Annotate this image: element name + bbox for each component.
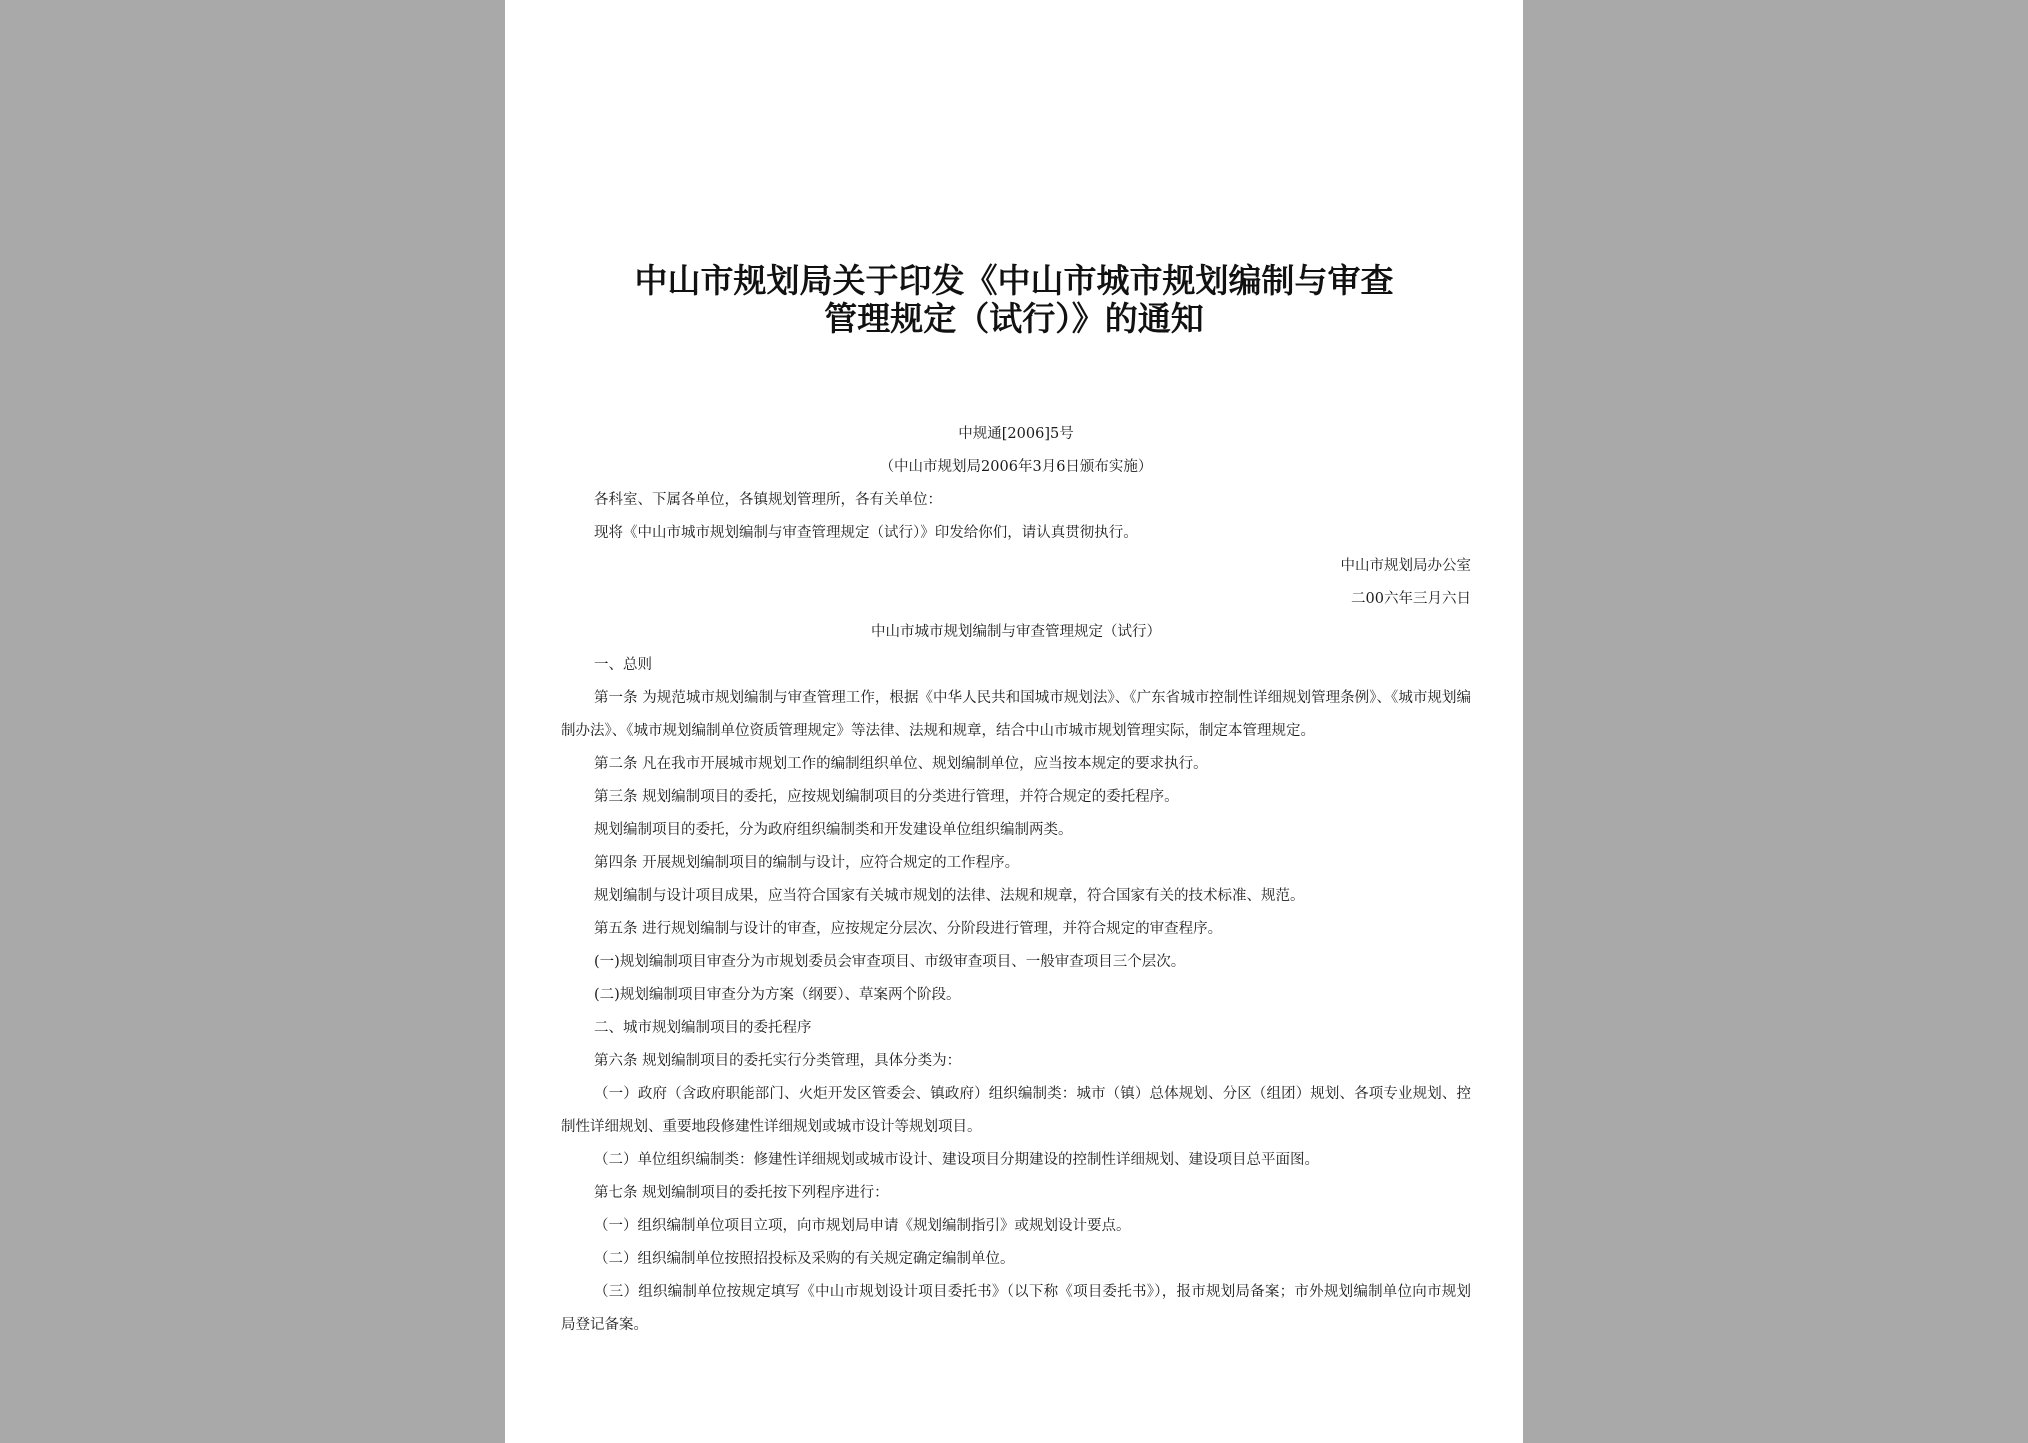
article-3-detail: 规划编制项目的委托，分为政府组织编制类和开发建设单位组织编制两类。	[594, 822, 1073, 838]
article-5-item-1: (一)规划编制项目审查分为市规划委员会审查项目、市级审查项目、一般审查项目三个层次。	[594, 954, 1186, 970]
signature-date: 二00六年三月六日	[1351, 591, 1471, 607]
sub-title: 中山市城市规划编制与审查管理规定（试行）	[871, 624, 1161, 640]
article-7: 第七条 规划编制项目的委托按下列程序进行：	[594, 1185, 889, 1201]
article-7-item-1: （一）组织编制单位项目立项，向市规划局申请《规划编制指引》或规划设计要点。	[594, 1218, 1131, 1234]
article-3: 第三条 规划编制项目的委托，应按规划编制项目的分类进行管理，并符合规定的委托程序。	[594, 789, 1179, 805]
title-line-2: 管理规定（试行）》的通知	[824, 299, 1204, 338]
article-5-item-2: (二)规划编制项目审查分为方案（纲要）、草案两个阶段。	[594, 987, 961, 1003]
signature-org: 中山市规划局办公室	[1340, 558, 1471, 574]
intro-paragraph: 现将《中山市城市规划编制与审查管理规定（试行）》印发给你们，请认真贯彻执行。	[594, 525, 1138, 541]
document-page	[505, 0, 1523, 1443]
article-7-item-3: （三）组织编制单位按规定填写《中山市规划设计项目委托书》（以下称《项目委托书》），报市规划局备案；市外规划编制单位向市规划局登记备案。	[561, 1284, 1471, 1333]
article-4: 第四条 开展规划编制项目的编制与设计，应符合规定的工作程序。	[594, 855, 1020, 871]
article-1: 第一条 为规范城市规划编制与审查管理工作，根据《中华人民共和国城市规划法》、《广东省城市控制性详细规划管理条例》、《城市规划编制办法》、《城市规划编制单位资质管理规定》等法律、法规和规章，结合中山市城市规划管理实际，制定本管理规定。	[561, 690, 1471, 739]
article-6-item-2: （二）单位组织编制类：修建性详细规划或城市设计、建设项目分期建设的控制性详细规划、建设项目总平面图。	[594, 1152, 1319, 1168]
article-4-detail: 规划编制与设计项目成果，应当符合国家有关城市规划的法律、法规和规章，符合国家有关的技术标准、规范。	[594, 888, 1305, 904]
issue-note: （中山市规划局2006年3月6日颁布实施）	[879, 459, 1153, 475]
article-6-item-1: （一）政府（含政府职能部门、火炬开发区管委会、镇政府）组织编制类：城市（镇）总体规划、分区（组团）规划、各项专业规划、控制性详细规划、重要地段修建性详细规划或城市设计等规划项目。	[561, 1086, 1471, 1135]
doc-number: 中规通[2006]5号	[958, 426, 1074, 442]
section-heading-1: 一、总则	[594, 657, 652, 673]
title-line-1: 中山市规划局关于印发《中山市城市规划编制与审查	[634, 261, 1394, 300]
article-2: 第二条 凡在我市开展城市规划工作的编制组织单位、规划编制单位，应当按本规定的要求执行。	[594, 756, 1208, 772]
article-5: 第五条 进行规划编制与设计的审查，应按规定分层次、分阶段进行管理，并符合规定的审查程序。	[594, 921, 1223, 937]
document-title	[505, 262, 1523, 338]
section-heading-2: 二、城市规划编制项目的委托程序	[594, 1020, 812, 1036]
article-6: 第六条 规划编制项目的委托实行分类管理，具体分类为：	[594, 1053, 962, 1069]
recipients: 各科室、下属各单位，各镇规划管理所，各有关单位：	[594, 492, 942, 508]
document-body	[561, 418, 1471, 1342]
article-7-item-2: （二）组织编制单位按照招投标及采购的有关规定确定编制单位。	[594, 1251, 1015, 1267]
